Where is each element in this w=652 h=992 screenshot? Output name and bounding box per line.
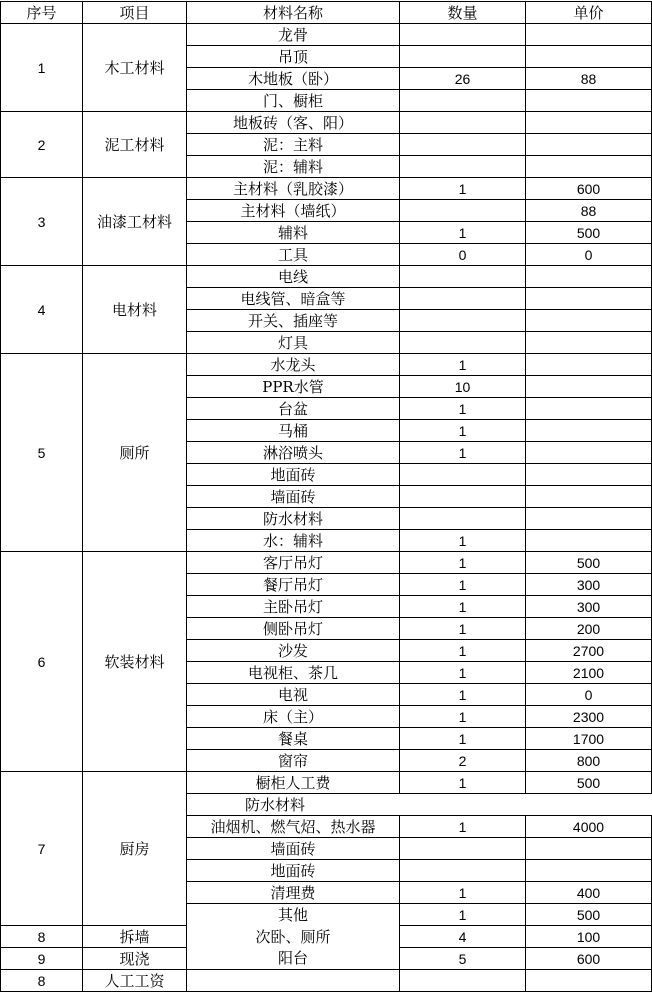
table-row	[1, 112, 652, 134]
table-row	[1, 926, 652, 948]
quantity-cell: 1	[400, 640, 526, 662]
price-cell	[526, 112, 652, 134]
material-name: 电线	[187, 266, 400, 288]
row-number: 5	[1, 354, 83, 552]
category-name: 厕所	[83, 354, 187, 552]
material-name: 泥：主料	[187, 134, 400, 156]
quantity-cell: 1	[400, 222, 526, 244]
material-name: PPR水管	[187, 376, 400, 398]
material-name: 油烟机、燃气炤、热水器	[187, 816, 400, 838]
price-cell	[526, 442, 652, 464]
material-name: 餐厅吊灯	[187, 574, 400, 596]
quantity-cell: 5	[400, 948, 526, 970]
price-cell	[526, 266, 652, 288]
quantity-cell: 1	[400, 178, 526, 200]
material-name: 淋浴喷头	[187, 442, 400, 464]
quantity-cell	[400, 288, 526, 310]
quantity-cell: 1	[400, 552, 526, 574]
category-name: 现浇	[83, 948, 187, 970]
price-cell	[526, 310, 652, 332]
category-name: 拆墙	[83, 926, 187, 948]
price-cell	[526, 288, 652, 310]
material-name: 地面砖	[187, 464, 400, 486]
material-name: 木地板（卧）	[187, 68, 400, 90]
price-cell: 2700	[526, 640, 652, 662]
price-cell: 2100	[526, 662, 652, 684]
quantity-cell: 1	[400, 662, 526, 684]
material-name: 电视	[187, 684, 400, 706]
quantity-cell: 1	[400, 772, 526, 794]
quantity-cell: 1	[400, 882, 526, 904]
material-name: 吊顶	[187, 46, 400, 68]
quantity-cell: 2	[400, 750, 526, 772]
quantity-cell: 1	[400, 706, 526, 728]
price-cell	[526, 332, 652, 354]
material-name: 泥：辅料	[187, 156, 400, 178]
quantity-cell: 1	[400, 816, 526, 838]
quantity-cell: 1	[400, 574, 526, 596]
price-cell: 100	[526, 926, 652, 948]
materials-table	[0, 1, 652, 992]
category-name: 油漆工材料	[83, 178, 187, 266]
material-name: 水：辅料	[187, 530, 400, 552]
price-cell	[526, 420, 652, 442]
price-cell: 0	[526, 244, 652, 266]
material-name: 工具	[187, 244, 400, 266]
price-cell	[526, 354, 652, 376]
quantity-cell	[400, 156, 526, 178]
quantity-cell	[400, 332, 526, 354]
price-cell: 88	[526, 200, 652, 222]
price-cell: 500	[526, 552, 652, 574]
row-number: 2	[1, 112, 83, 178]
material-name: 墙面砖	[187, 838, 400, 860]
price-cell: 800	[526, 750, 652, 772]
table-row	[1, 266, 652, 288]
material-name: 龙骨	[187, 24, 400, 46]
material-name: 墙面砖	[187, 486, 400, 508]
material-name: 防水材料	[187, 508, 400, 530]
row-number: 8	[1, 970, 83, 992]
quantity-cell: 10	[400, 376, 526, 398]
price-cell	[526, 838, 652, 860]
price-cell	[526, 464, 652, 486]
price-cell	[526, 970, 652, 992]
quantity-cell: 1	[400, 398, 526, 420]
quantity-cell: 1	[400, 684, 526, 706]
material-name: 沙发	[187, 640, 400, 662]
price-cell: 500	[526, 222, 652, 244]
quantity-cell: 1	[400, 618, 526, 640]
quantity-cell	[400, 838, 526, 860]
price-cell	[526, 486, 652, 508]
quantity-cell	[400, 266, 526, 288]
price-cell: 0	[526, 684, 652, 706]
row-number: 3	[1, 178, 83, 266]
quantity-cell: 1	[400, 354, 526, 376]
table-row	[1, 948, 652, 970]
material-name: 餐桌	[187, 728, 400, 750]
price-cell: 300	[526, 596, 652, 618]
price-cell	[526, 90, 652, 112]
header-quantity: 数量	[400, 2, 526, 24]
price-cell	[526, 24, 652, 46]
row-number: 7	[1, 772, 83, 926]
material-name: 开关、插座等	[187, 310, 400, 332]
price-cell: 88	[526, 68, 652, 90]
header-category: 项目	[83, 2, 187, 24]
price-cell	[526, 860, 652, 882]
material-name: 水龙头	[187, 354, 400, 376]
header-unit-price: 单价	[526, 2, 652, 24]
price-cell	[526, 376, 652, 398]
quantity-cell: 1	[400, 728, 526, 750]
quantity-cell	[400, 464, 526, 486]
quantity-cell	[400, 24, 526, 46]
table-row	[1, 24, 652, 46]
quantity-cell	[400, 200, 526, 222]
price-cell: 500	[526, 772, 652, 794]
quantity-cell: 1	[400, 420, 526, 442]
material-name: 窗帘	[187, 750, 400, 772]
material-name: 台盆	[187, 398, 400, 420]
quantity-cell	[400, 90, 526, 112]
category-name: 软装材料	[83, 552, 187, 772]
quantity-cell	[400, 112, 526, 134]
price-cell	[526, 508, 652, 530]
material-name: 地板砖（客、阳）	[187, 112, 400, 134]
material-name: 地面砖	[187, 860, 400, 882]
table-row	[1, 772, 652, 794]
table-row	[1, 970, 652, 992]
row-number: 9	[1, 948, 83, 970]
quantity-cell	[400, 486, 526, 508]
material-name: 客厅吊灯	[187, 552, 400, 574]
category-name: 木工材料	[83, 24, 187, 112]
price-cell	[526, 530, 652, 552]
material-name: 清理费	[187, 882, 400, 904]
quantity-cell: 26	[400, 68, 526, 90]
material-name: 马桶	[187, 420, 400, 442]
price-cell: 4000	[526, 816, 652, 838]
price-cell: 2300	[526, 706, 652, 728]
table-row	[1, 354, 652, 376]
material-name: 防水材料	[187, 794, 652, 816]
material-name: 电线管、暗盒等	[187, 288, 400, 310]
material-name: 其他	[187, 904, 400, 926]
category-name: 人工工资	[83, 970, 187, 992]
row-number: 6	[1, 552, 83, 772]
table-body	[1, 24, 652, 992]
quantity-cell: 4	[400, 926, 526, 948]
row-number: 1	[1, 24, 83, 112]
price-cell	[526, 134, 652, 156]
quantity-cell: 1	[400, 596, 526, 618]
price-cell: 600	[526, 948, 652, 970]
material-name: 床（主）	[187, 706, 400, 728]
quantity-cell: 1	[400, 530, 526, 552]
category-name: 厨房	[83, 772, 187, 926]
price-cell: 600	[526, 178, 652, 200]
material-name: 门、橱柜	[187, 90, 400, 112]
quantity-cell	[400, 508, 526, 530]
price-cell: 1700	[526, 728, 652, 750]
row-number: 8	[1, 926, 83, 948]
price-cell: 500	[526, 904, 652, 926]
quantity-cell: 1	[400, 442, 526, 464]
material-name: 电视柜、茶几	[187, 662, 400, 684]
category-name: 电材料	[83, 266, 187, 354]
material-name: 阳台	[187, 948, 400, 970]
price-cell: 200	[526, 618, 652, 640]
price-cell	[526, 46, 652, 68]
material-name: 侧卧吊灯	[187, 618, 400, 640]
price-cell	[526, 398, 652, 420]
quantity-cell: 1	[400, 904, 526, 926]
material-name	[187, 970, 400, 992]
price-cell: 300	[526, 574, 652, 596]
table-row	[1, 178, 652, 200]
material-name: 主材料（墙纸）	[187, 200, 400, 222]
quantity-cell	[400, 46, 526, 68]
table-row	[1, 552, 652, 574]
header-row	[1, 2, 652, 24]
row-number: 4	[1, 266, 83, 354]
header-material-name: 材料名称	[187, 2, 400, 24]
quantity-cell	[400, 860, 526, 882]
price-cell	[526, 156, 652, 178]
header-no: 序号	[1, 2, 83, 24]
material-name: 辅料	[187, 222, 400, 244]
material-name: 次卧、厕所	[187, 926, 400, 948]
category-name: 泥工材料	[83, 112, 187, 178]
material-name: 主卧吊灯	[187, 596, 400, 618]
material-name: 橱柜人工费	[187, 772, 400, 794]
material-name: 主材料（乳胶漆）	[187, 178, 400, 200]
quantity-cell	[400, 310, 526, 332]
price-cell: 400	[526, 882, 652, 904]
material-name: 灯具	[187, 332, 400, 354]
quantity-cell	[400, 970, 526, 992]
quantity-cell: 0	[400, 244, 526, 266]
quantity-cell	[400, 134, 526, 156]
